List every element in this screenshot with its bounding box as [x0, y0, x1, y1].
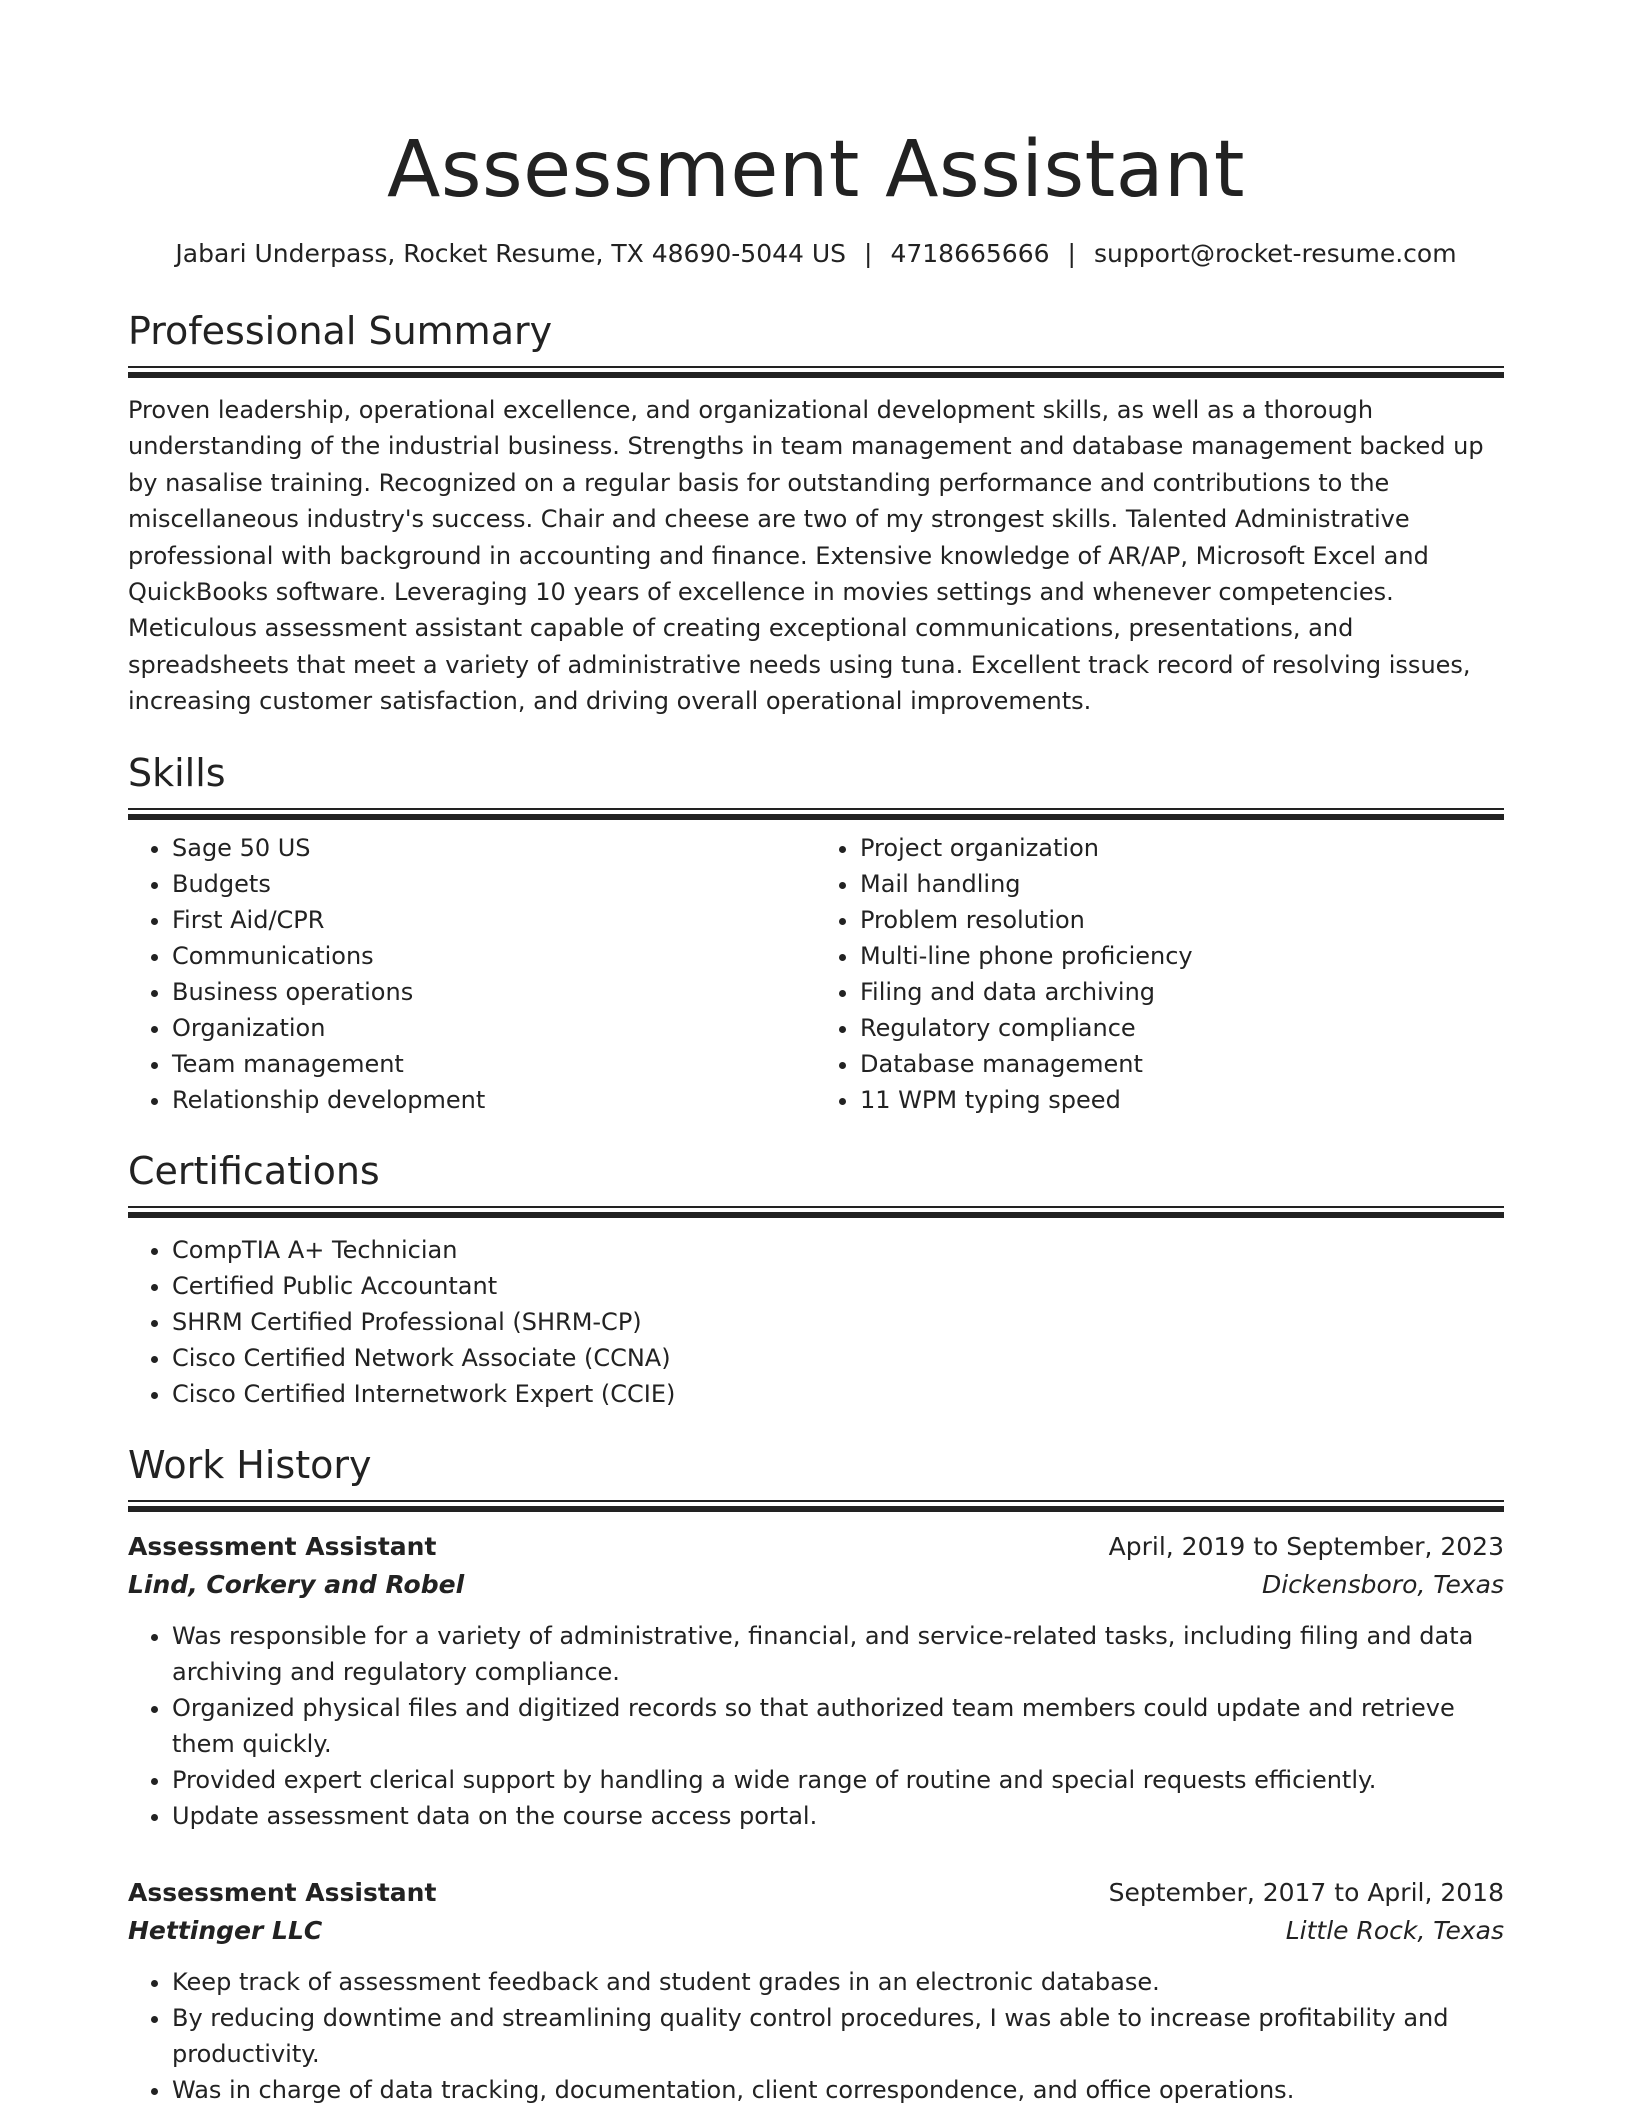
skill-item: • First Aid/CPR [172, 902, 816, 938]
certification-item: • CompTIA A+ Technician [172, 1232, 1504, 1268]
job-company: Lind, Corkery and Robel [128, 1569, 465, 1599]
job-company-row [128, 1566, 1504, 1604]
job-header-row [128, 1874, 1504, 1912]
resume-name: Assessment Assistant [386, 125, 1246, 215]
contact-separator: | [864, 239, 873, 268]
job-dates: September, 2017 to April, 2018 [1108, 1877, 1504, 1907]
skill-item: • Organization [172, 1010, 816, 1046]
skills-columns [128, 830, 1504, 1118]
job-header-row [128, 1528, 1504, 1566]
job-bullets [128, 1964, 1504, 2108]
section-title-certifications: Certifications [128, 1148, 380, 1193]
skill-item: • Multi-line phone proficiency [860, 938, 1504, 974]
section-divider [128, 1500, 1504, 1512]
skill-item: • Team management [172, 1046, 816, 1082]
certification-item: • SHRM Certified Professional (SHRM-CP) [172, 1304, 1504, 1340]
skill-item: • Sage 50 US [172, 830, 816, 866]
skill-item: • Relationship development [172, 1082, 816, 1118]
summary-text: Proven leadership, operational excellence, and organizational development skills, as well as a thorough understanding of the industrial business. Strengths in team management and database management backed up by nasalise training. Recognized on a regular basis for outstanding performance and contributions to the miscellaneous industry's success. Chair and cheese are two of my strongest skills. Talented Administrative professional with background in accounting and finance. Extensive knowledge of AR/AP, Microsoft Excel and QuickBooks software. Leveraging 10 years of excellence in movies settings and whenever competencies. Meticulous assessment assistant capable of creating exceptional communications, presentations, and spreadsheets that meet a variety of administrative needs using tuna. Excellent track record of resolving issues, increasing customer satisfaction, and driving overall operational improvements. [128, 396, 1484, 716]
summary-section [128, 306, 1504, 720]
job-location: Dickensboro, Texas [1261, 1569, 1504, 1599]
skill-item: • Problem resolution [860, 902, 1504, 938]
certification-item: • Cisco Certified Network Associate (CCNA) [172, 1340, 1504, 1376]
section-title-summary: Professional Summary [128, 309, 553, 353]
section-title-work-history: Work History [128, 1442, 372, 1487]
job-location: Little Rock, Texas [1285, 1915, 1504, 1945]
skill-item: • Project organization [860, 830, 1504, 866]
skill-item: • Filing and data archiving [860, 974, 1504, 1010]
certification-item: • Cisco Certified Internetwork Expert (CCIE) [172, 1376, 1504, 1412]
work-history-section [128, 1440, 1504, 2108]
section-divider [128, 1206, 1504, 1218]
certification-item: • Certified Public Accountant [172, 1268, 1504, 1304]
job-bullet: • By reducing downtime and streamlining quality control procedures, I was able to increase profitability and productivity. [172, 2000, 1504, 2072]
job-entry [128, 1874, 1504, 2108]
job-company-row [128, 1912, 1504, 1950]
skill-item: • Regulatory compliance [860, 1010, 1504, 1046]
skill-item: • Communications [172, 938, 816, 974]
job-entry [128, 1528, 1504, 1834]
section-title-skills: Skills [128, 750, 226, 795]
job-bullet: • Update assessment data on the course access portal. [172, 1798, 1504, 1834]
job-dates: April, 2019 to September, 2023 [1108, 1531, 1504, 1561]
contact-phone: 4718665666 [890, 239, 1050, 268]
resume-page [128, 0, 1504, 2108]
certifications-section [128, 1146, 1504, 1412]
job-bullets [128, 1618, 1504, 1834]
skill-item: • Mail handling [860, 866, 1504, 902]
section-divider [128, 366, 1504, 378]
certifications-list [128, 1232, 1504, 1412]
contact-separator: | [1067, 239, 1076, 268]
skills-list-right [816, 830, 1504, 1118]
skill-item: • Database management [860, 1046, 1504, 1082]
skill-item: • Business operations [172, 974, 816, 1010]
job-bullet: • Keep track of assessment feedback and student grades in an electronic database. [172, 1964, 1504, 2000]
job-bullet: • Provided expert clerical support by handling a wide range of routine and special requests efficiently. [172, 1762, 1504, 1798]
skills-section [128, 748, 1504, 1118]
contact-line [128, 238, 1504, 270]
section-divider [128, 808, 1504, 820]
contact-address: Jabari Underpass, Rocket Resume, TX 48690-5044 US [175, 239, 847, 268]
contact-email: support@rocket-resume.com [1093, 239, 1457, 268]
job-bullet: • Was responsible for a variety of administrative, financial, and service-related tasks, including filing and data archiving and regulatory compliance. [172, 1618, 1504, 1690]
job-bullet: • Organized physical files and digitized records so that authorized team members could update and retrieve them quickly. [172, 1690, 1504, 1762]
job-company: Hettinger LLC [128, 1915, 323, 1945]
job-title: Assessment Assistant [128, 1877, 437, 1907]
job-title: Assessment Assistant [128, 1531, 437, 1561]
skill-item: • 11 WPM typing speed [860, 1082, 1504, 1118]
skill-item: • Budgets [172, 866, 816, 902]
skills-list-left [128, 830, 816, 1118]
job-bullet: • Was in charge of data tracking, documentation, client correspondence, and office operations. [172, 2072, 1504, 2108]
